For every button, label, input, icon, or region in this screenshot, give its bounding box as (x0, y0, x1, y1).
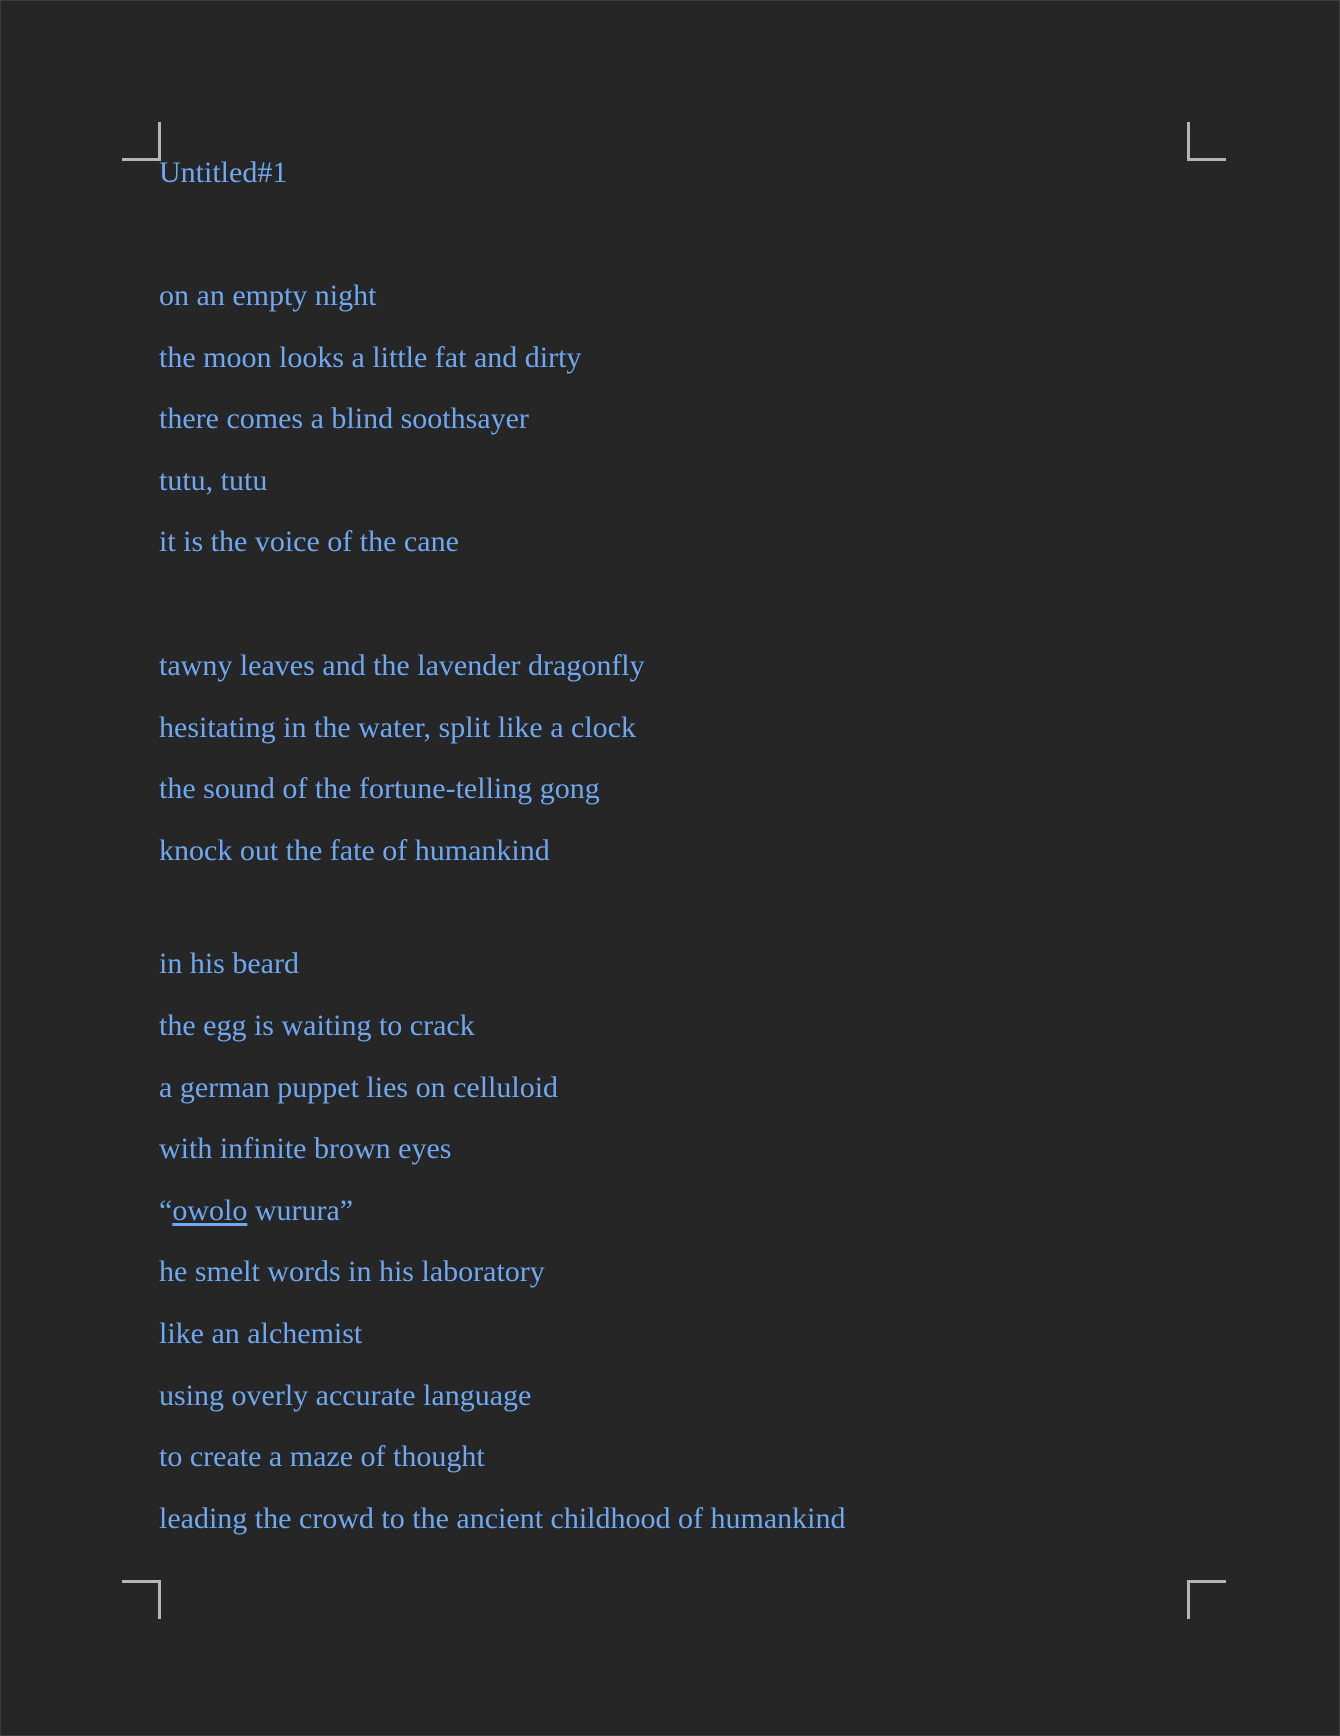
spellcheck-underlined-word[interactable]: owolo (172, 1193, 248, 1227)
poem-line: it is the voice of the cane (159, 525, 459, 559)
poem-line-quote (159, 1187, 1159, 1249)
stanza-3 (159, 940, 1159, 1556)
poem-line: leading the crowd to the ancient childhood of humankind (159, 1501, 846, 1535)
crop-mark-top-left (122, 122, 161, 161)
poem-line: the sound of the fortune-telling gong (159, 772, 600, 806)
quote-open-mark: “ (159, 1193, 173, 1227)
quote-rest: wurura” (247, 1193, 354, 1227)
poem-line: on an empty night (159, 279, 377, 312)
poem-line: with infinite brown eyes (159, 1132, 452, 1166)
poem-line: a german puppet lies on celluloid (159, 1070, 559, 1104)
document-title: Untitled#1 (159, 156, 288, 189)
poem-line: tutu, tutu (159, 463, 268, 497)
poem-line: like an alchemist (159, 1316, 363, 1350)
stanza-1 (159, 272, 1159, 580)
poem-line: he smelt words in his laboratory (159, 1255, 545, 1289)
crop-mark-top-right (1187, 122, 1226, 161)
document-body[interactable] (159, 149, 1159, 1556)
poem-line: the moon looks a little fat and dirty (159, 340, 582, 374)
crop-mark-bottom-left (122, 1580, 161, 1619)
stanza-2 (159, 642, 1159, 888)
poem-line: in his beard (159, 947, 299, 981)
stanza-break (159, 888, 1159, 940)
poem-line: using overly accurate language (159, 1378, 532, 1412)
poem-line: to create a maze of thought (159, 1440, 485, 1474)
stanza-break (159, 580, 1159, 642)
poem-line: there comes a blind soothsayer (159, 402, 529, 436)
poem-line: the egg is waiting to crack (159, 1008, 475, 1042)
poem-line: tawny leaves and the lavender dragonfly (159, 648, 645, 682)
poem-line: knock out the fate of humankind (159, 833, 550, 867)
crop-mark-bottom-right (1187, 1580, 1226, 1619)
poem-line: hesitating in the water, split like a clock (159, 710, 636, 744)
